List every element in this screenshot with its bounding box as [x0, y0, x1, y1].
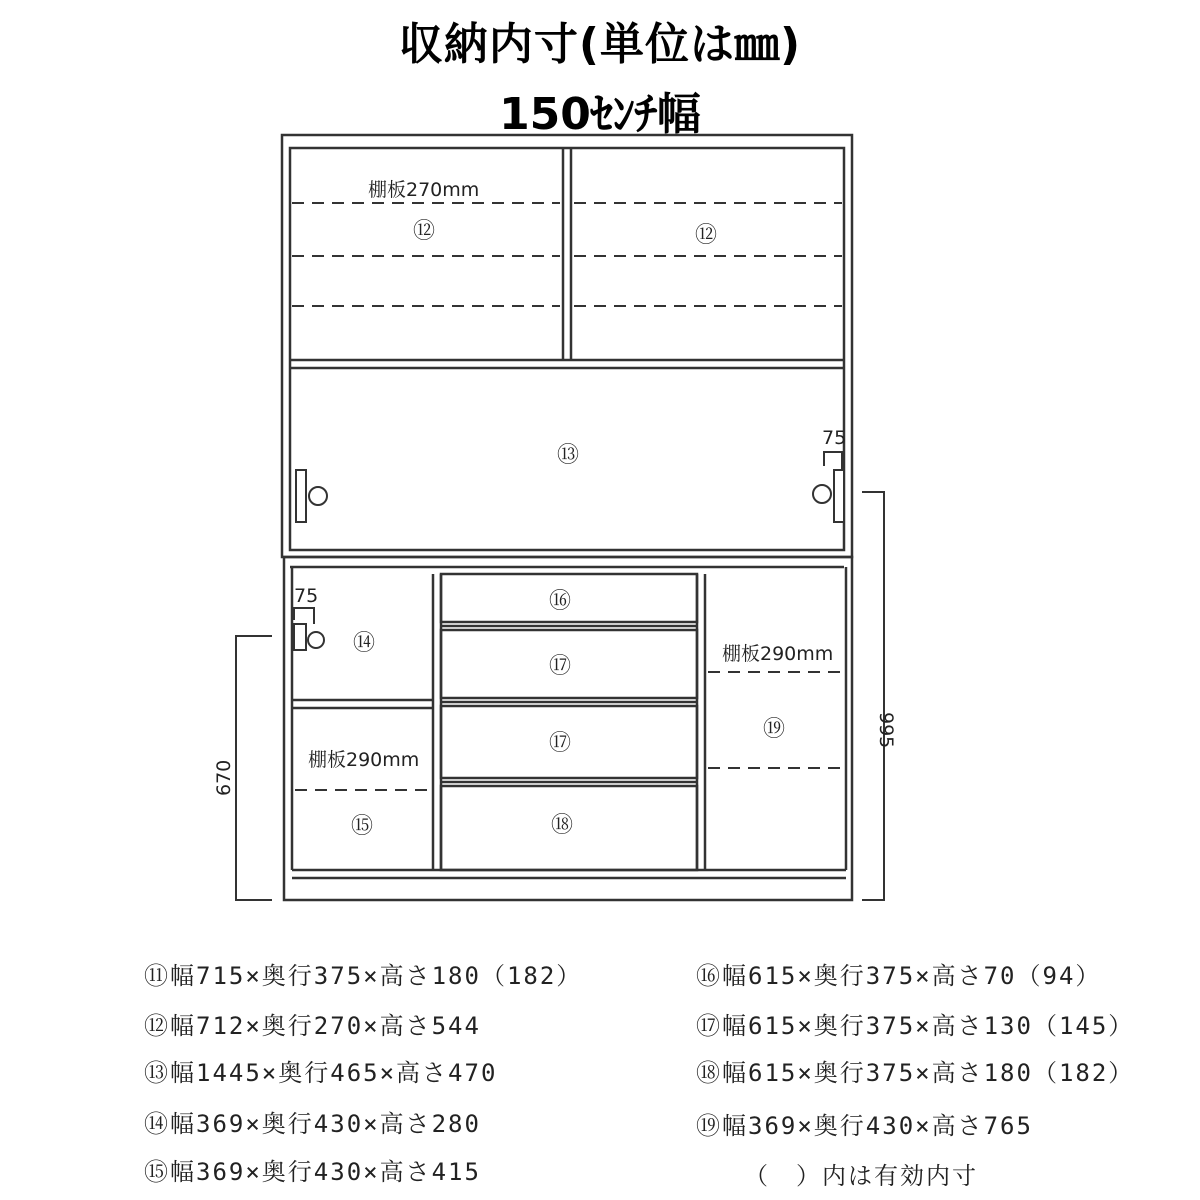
shelf-label-top: 棚板270mm [368, 179, 480, 201]
hinge-knob-icon [309, 487, 327, 505]
label-18: ⑱ [550, 813, 574, 838]
top-inner-frame [290, 148, 847, 550]
legend-item-14: ⑭幅369×奥行430×高さ280 [144, 1110, 481, 1138]
page-title: 収納内寸(単位は㎜) [398, 19, 802, 70]
dim-670: 670 [213, 759, 235, 796]
legend-item-19: ⑲幅369×奥行430×高さ765 [696, 1112, 1033, 1140]
dim-75-upper-bracket [824, 452, 842, 470]
label-15: ⑮ [350, 814, 374, 839]
legend-note: （ ）内は有効内寸 [744, 1162, 978, 1190]
shelf-label-right: 棚板290mm [722, 643, 834, 665]
page-subtitle: 150ｾﾝﾁ幅 [499, 89, 701, 140]
hinge-knob-icon [813, 485, 831, 503]
dim-75-lower: 75 [294, 585, 319, 607]
shelf-label-left: 棚板290mm [308, 749, 420, 771]
hinge-knob-icon [308, 632, 324, 648]
legend-item-15: ⑮幅369×奥行430×高さ415 [144, 1158, 481, 1186]
label-17b: ⑰ [548, 731, 572, 756]
hinge-icon [834, 470, 844, 522]
dim-995: 995 [875, 712, 897, 749]
compartment-labels [351, 219, 785, 839]
legend-item-12: ⑫幅712×奥行270×高さ544 [144, 1012, 481, 1040]
label-17a: ⑰ [548, 654, 572, 679]
legend-item-13: ⑬幅1445×奥行465×高さ470 [144, 1059, 498, 1087]
legend-item-16: ⑯幅615×奥行375×高さ70（94） [696, 962, 1102, 990]
label-12-left: ⑫ [412, 219, 436, 244]
legend-item-11: ⑪幅715×奥行375×高さ180（182） [144, 962, 583, 990]
legend-item-18: ⑱幅615×奥行375×高さ180（182） [696, 1059, 1135, 1087]
label-16: ⑯ [548, 589, 572, 614]
label-19: ⑲ [762, 717, 786, 742]
label-12-right: ⑫ [694, 223, 718, 248]
dim-75-upper: 75 [822, 427, 847, 449]
dim-670-line [236, 636, 272, 900]
dim-995-line [862, 492, 884, 900]
legend-item-17: ⑰幅615×奥行375×高さ130（145） [696, 1012, 1135, 1040]
label-14: ⑭ [352, 631, 376, 656]
label-13: ⑬ [556, 443, 580, 468]
dim-75-lower-bracket [294, 608, 314, 624]
hinge-icon [294, 624, 306, 650]
hinge-icon [296, 470, 306, 522]
